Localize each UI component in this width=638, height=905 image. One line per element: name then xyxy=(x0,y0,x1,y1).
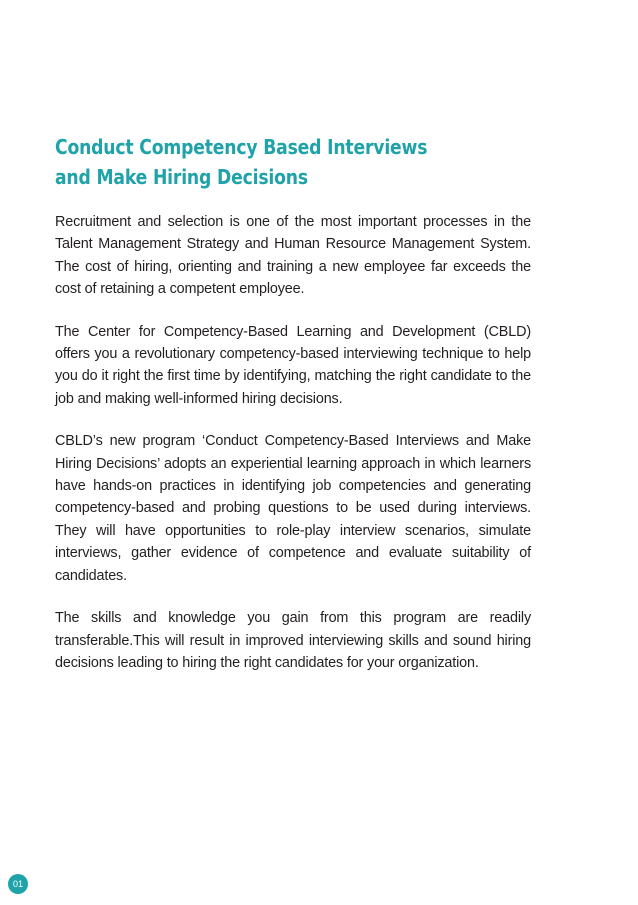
page-number-badge: 01 xyxy=(8,874,28,894)
paragraph-skills: The skills and knowledge you gain from this program are readily transferable.This will result in improved interviewing skills and sound hiring decisions leading to hiring the right candidates for your organization. xyxy=(55,610,531,671)
title-line-1: Conduct Competency Based Interviews xyxy=(55,135,428,159)
paragraph-program: CBLD’s new program ‘Conduct Competency-Based Interviews and Make Hiring Decisions’ adopts an experiential learning approach in which learners have hands-on practices in identifying job competencies and generating competency-based and probing questions to be used during interviews. They will have opportunities to role-play interview scenarios, simulate interviews, gather evidence of competence and evaluate suitability of candidates. xyxy=(55,433,531,584)
title-line-2: and Make Hiring Decisions xyxy=(55,165,308,189)
body-text xyxy=(55,211,531,694)
paragraph-recruitment: Recruitment and selection is one of the most important processes in the Talent Management Strategy and Human Resource Management System. The cost of hiring, orienting and training a new employee far exceeds the cost of retaining a competent employee. xyxy=(55,214,531,298)
paragraph-cbld-offer: The Center for Competency-Based Learning and Development (CBLD) offers you a revolutionary competency-based interviewing technique to help you do it right the first time by identifying, matching the right candidate to the job and making well-informed hiring decisions. xyxy=(55,323,531,407)
page-title xyxy=(55,132,459,192)
